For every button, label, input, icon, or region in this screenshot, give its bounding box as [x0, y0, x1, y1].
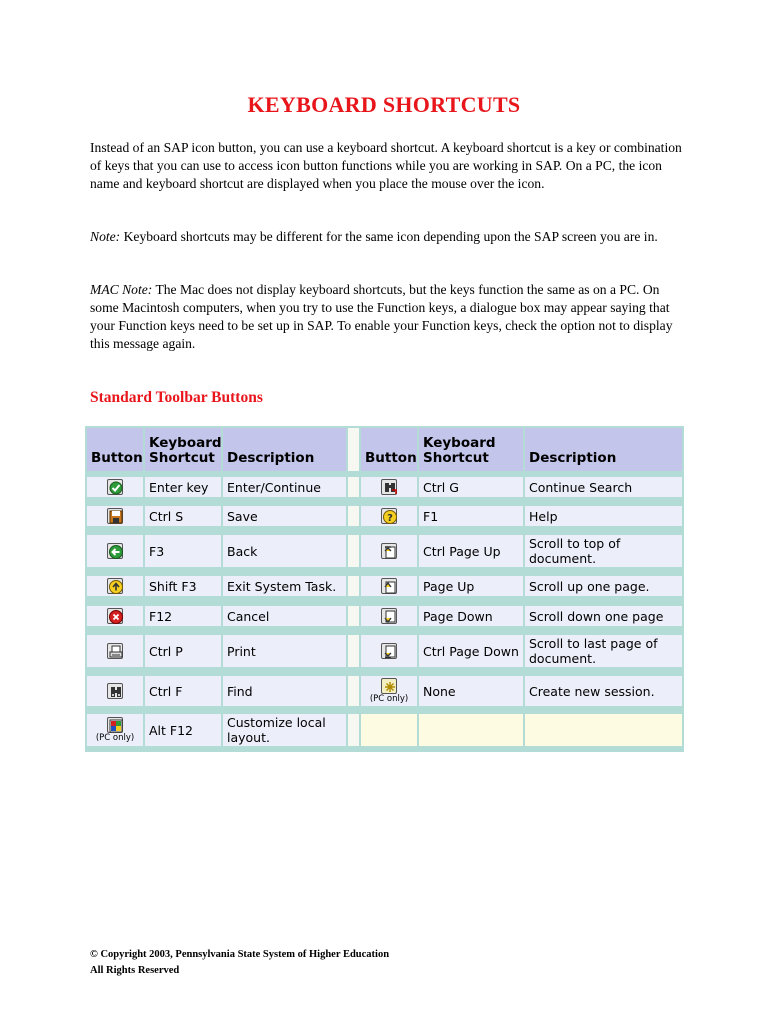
pc-only-label: (PC only): [95, 733, 135, 743]
mac-note-paragraph: [90, 281, 690, 353]
help-icon[interactable]: [381, 508, 397, 524]
new-session-icon[interactable]: [381, 678, 397, 694]
table-cell: Ctrl G: [419, 477, 523, 497]
table-cell: Page Down: [419, 606, 523, 626]
exit-icon-cell: [87, 576, 143, 596]
table-cell: Print: [223, 635, 346, 667]
previous-page-icon-cell: [361, 576, 417, 596]
table-cell: F12: [145, 606, 221, 626]
table-cell: Customize local layout.: [223, 714, 346, 746]
print-icon[interactable]: [107, 643, 123, 659]
first-page-icon[interactable]: [381, 543, 397, 559]
save-icon-cell: [87, 506, 143, 526]
shortcuts-table: [85, 426, 684, 752]
last-page-icon-cell: [361, 635, 417, 667]
table-cell: Create new session.: [525, 676, 682, 706]
table-cell: Ctrl F: [145, 676, 221, 706]
table-cell: Save: [223, 506, 346, 526]
next-page-icon-cell: [361, 606, 417, 626]
footer: [90, 947, 389, 979]
table-cell: Find: [223, 676, 346, 706]
mac-note-label: MAC Note:: [90, 282, 153, 297]
check-icon-cell: [87, 477, 143, 497]
table-cell: Ctrl S: [145, 506, 221, 526]
header-shortcut-right: [419, 428, 523, 471]
table-cell: Ctrl Page Up: [419, 535, 523, 567]
header-shortcut-line2: Shortcut: [149, 450, 215, 466]
table-cell: Page Up: [419, 576, 523, 596]
column-gap: [348, 635, 359, 667]
next-page-icon[interactable]: [381, 608, 397, 624]
find-binoculars-icon[interactable]: [107, 683, 123, 699]
customize-layout-icon-cell: [87, 714, 143, 746]
note-paragraph: [90, 228, 690, 246]
table-cell: Scroll to top of document.: [525, 535, 682, 567]
table-cell: Help: [525, 506, 682, 526]
first-page-icon-cell: [361, 535, 417, 567]
header-description-right: Description: [525, 428, 682, 471]
column-gap: [348, 714, 359, 746]
rights-text: All Rights Reserved: [90, 965, 180, 976]
help-icon-cell: [361, 506, 417, 526]
table-cell: Ctrl Page Down: [419, 635, 523, 667]
back-arrow-icon[interactable]: [107, 543, 123, 559]
header-shortcut-line1: Keyboard: [149, 435, 222, 451]
header-description-left: Description: [223, 428, 346, 471]
table-cell: Back: [223, 535, 346, 567]
header-shortcut-left: [145, 428, 221, 471]
save-icon[interactable]: [107, 508, 123, 524]
new-session-icon-cell: [361, 676, 417, 706]
page-title: KEYBOARD SHORTCUTS: [247, 92, 521, 117]
svg-text:?: ?: [387, 513, 393, 524]
table-cell: Continue Search: [525, 477, 682, 497]
table-cell: Cancel: [223, 606, 346, 626]
table-cell: Exit System Task.: [223, 576, 346, 596]
find-binoculars-icon-cell: [87, 676, 143, 706]
table-cell: Enter key: [145, 477, 221, 497]
back-arrow-icon-cell: [87, 535, 143, 567]
empty-cell: [419, 714, 523, 746]
note-label: Note:: [90, 229, 121, 244]
column-gap: [348, 477, 359, 497]
check-icon[interactable]: [107, 479, 123, 495]
column-gap-header: [348, 428, 359, 471]
mac-note-text: The Mac does not display keyboard shortcuts, but the keys function the same as on a PC. On some Macintosh computers, when you try to use the Function keys, a dialogue box may appear saying that your Function keys need to be set up in SAP. To enable your Function keys, check the option not to display this message again.: [90, 282, 673, 351]
empty-cell: [361, 714, 417, 746]
customize-layout-icon[interactable]: [107, 717, 123, 733]
previous-page-icon[interactable]: [381, 578, 397, 594]
table-cell: F1: [419, 506, 523, 526]
cancel-icon[interactable]: [107, 608, 123, 624]
column-gap: [348, 676, 359, 706]
table-cell: Scroll to last page of document.: [525, 635, 682, 667]
last-page-icon[interactable]: [381, 643, 397, 659]
header-shortcut-line2: Shortcut: [423, 450, 489, 466]
copyright-text: © Copyright 2003, Pennsylvania State System of Higher Education: [90, 949, 390, 960]
header-button-right: Button: [361, 428, 417, 471]
section-title: Standard Toolbar Buttons: [90, 389, 263, 406]
pc-only-label: (PC only): [369, 694, 409, 704]
column-gap: [348, 576, 359, 596]
column-gap: [348, 535, 359, 567]
empty-cell: [525, 714, 682, 746]
table-cell: Alt F12: [145, 714, 221, 746]
exit-icon[interactable]: [107, 578, 123, 594]
cancel-icon-cell: [87, 606, 143, 626]
column-gap: [348, 506, 359, 526]
note-text: Keyboard shortcuts may be different for the same icon depending upon the SAP screen you are in.: [120, 229, 658, 244]
table-cell: Scroll up one page.: [525, 576, 682, 596]
header-button-left: Button: [87, 428, 143, 471]
intro-paragraph: Instead of an SAP icon button, you can use a keyboard shortcut. A keyboard shortcut is a key or combination of keys that you can use to access icon button functions while you are working in SAP. On a PC, the icon name and keyboard shortcut are displayed when you place the mouse over the icon.: [90, 140, 682, 191]
find-next-icon[interactable]: [381, 479, 397, 495]
column-gap: [348, 606, 359, 626]
table-cell: Shift F3: [145, 576, 221, 596]
find-next-icon-cell: [361, 477, 417, 497]
table-cell: F3: [145, 535, 221, 567]
table-cell: None: [419, 676, 523, 706]
table-cell: Enter/Continue: [223, 477, 346, 497]
table-cell: Ctrl P: [145, 635, 221, 667]
print-icon-cell: [87, 635, 143, 667]
table-cell: Scroll down one page: [525, 606, 682, 626]
header-shortcut-line1: Keyboard: [423, 435, 496, 451]
